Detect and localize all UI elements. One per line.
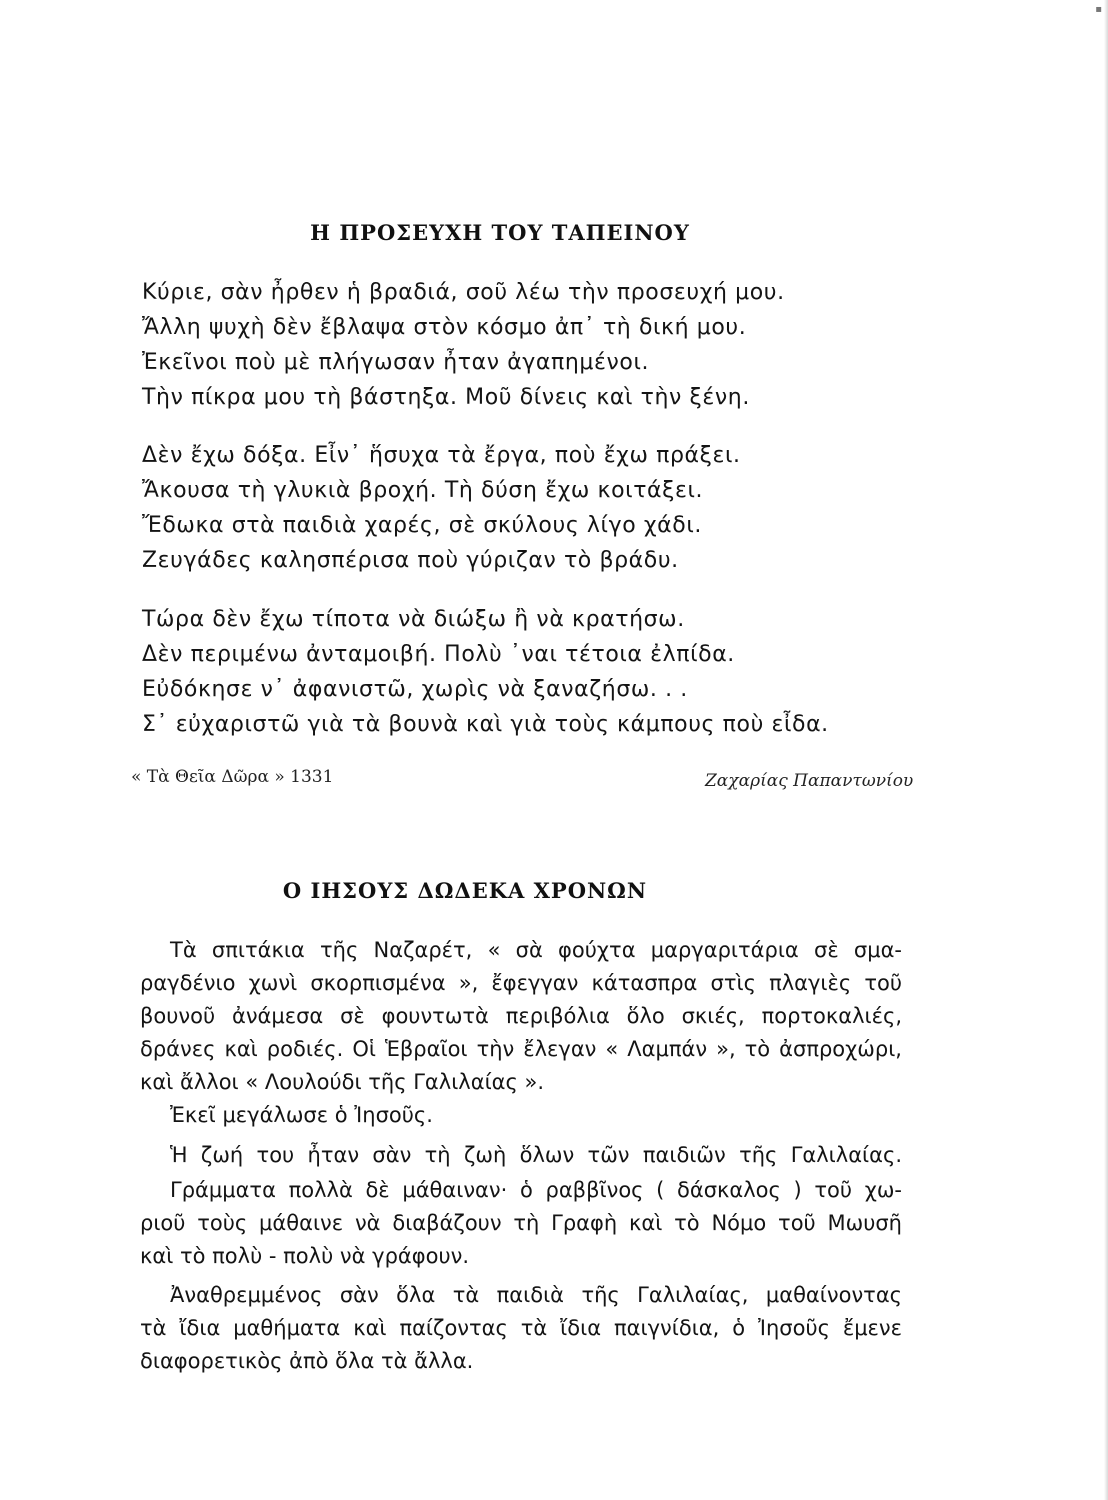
poem-line: Ἄκουσα τὴ γλυκιὰ βροχή. Τὴ δύση ἔχω κοιτάξει.: [142, 478, 704, 503]
story-line: διαφορετικὸς ἀπὸ ὅλα τὰ ἄλλα.: [140, 1349, 474, 1373]
page-edge-shadow: [1104, 0, 1108, 1500]
poem-line: Δὲν ἔχω δόξα. Εἶν᾽ ἥσυχα τὰ ἔργα, ποὺ ἔχω πράξει.: [142, 443, 741, 468]
poem-line: Εὐδόκησε ν᾽ ἀφανιστῶ, χωρὶς νὰ ξαναζήσω. . .: [142, 677, 688, 702]
scan-corner-mark: ▪: [1095, 4, 1102, 15]
story-line: Ἐκεῖ μεγάλωσε ὁ Ἰησοῦς.: [170, 1103, 433, 1127]
poem-line: Δὲν περιμένω ἀνταμοιβή. Πολὺ ᾽ναι τέτοια ἐλπίδα.: [142, 642, 735, 667]
story-line: Γράμματα πολλὰ δὲ μάθαιναν· ὁ ραββῖνος ( δάσκαλος ) τοῦ χω-: [170, 1178, 902, 1202]
poem-line: Τὴν πίκρα μου τὴ βάστηξα. Μοῦ δίνεις καὶ τὴν ξένη.: [142, 385, 750, 410]
poem-line: Ἐκεῖνοι ποὺ μὲ πλήγωσαν ἦταν ἀγαπημένοι.: [142, 350, 650, 375]
story-line: καὶ ἄλλοι « Λουλούδι τῆς Γαλιλαίας ».: [140, 1070, 545, 1094]
story-line: βουνοῦ ἀνάμεσα σὲ φουντωτὰ περιβόλια ὅλο σκιές, πορτοκαλιές,: [140, 1004, 902, 1028]
poem-title: Η ΠΡΟΣΕΥΧΗ ΤΟΥ ΤΑΠΕΙΝΟΥ: [310, 220, 690, 245]
story-line: Ἡ ζωή του ἦταν σὰν τὴ ζωὴ ὅλων τῶν παιδιῶν τῆς Γαλιλαίας.: [170, 1143, 902, 1167]
story-line: ραγδένιο χωνὶ σκορπισμένα », ἔφεγγαν κάτασπρα στὶς πλαγιὲς τοῦ: [140, 971, 902, 995]
story-line: Ἀναθρεμμένος σὰν ὅλα τὰ παιδιὰ τῆς Γαλιλαίας, μαθαίνοντας: [170, 1283, 902, 1307]
poem-line: Κύριε, σὰν ἦρθεν ἡ βραδιά, σοῦ λέω τὴν προσευχή μου.: [142, 280, 785, 305]
story-line: ριοῦ τοὺς μάθαινε νὰ διαβάζουν τὴ Γραφὴ καὶ τὸ Νόμο τοῦ Μωυσῆ: [140, 1211, 902, 1235]
poem-line: Ἄλλη ψυχὴ δὲν ἔβλαψα στὸν κόσμο ἀπ᾽ τὴ δική μου.: [142, 315, 747, 340]
story-line: Τὰ σπιτάκια τῆς Ναζαρέτ, « σὰ φούχτα μαργαριτάρια σὲ σμα-: [170, 938, 902, 962]
story-line: καὶ τὸ πολὺ - πολὺ νὰ γράφουν.: [140, 1244, 470, 1268]
story-line: δράνες καὶ ροδιές. Οἱ Ἑβραῖοι τὴν ἔλεγαν « Λαμπάν », τὸ ἀσπροχώρι,: [140, 1037, 902, 1061]
poem-line: Σ᾽ εὐχαριστῶ γιὰ τὰ βουνὰ καὶ γιὰ τοὺς κάμπους ποὺ εἶδα.: [142, 712, 829, 737]
poem-author: Ζαχαρίας Παπαντωνίου: [705, 771, 914, 791]
poem-line: Ἔδωκα στὰ παιδιὰ χαρές, σὲ σκύλους λίγο χάδι.: [142, 513, 702, 538]
poem-line: Ζευγάδες καλησπέρισα ποὺ γύριζαν τὸ βράδυ.: [142, 548, 679, 573]
poem-source: « Τὰ Θεῖα Δῶρα » 1331: [131, 767, 334, 787]
poem-line: Τώρα δὲν ἔχω τίποτα νὰ διώξω ἢ νὰ κρατήσω.: [142, 607, 685, 632]
story-title: Ο ΙΗΣΟΥΣ ΔΩΔΕΚΑ ΧΡΟΝΩΝ: [282, 878, 648, 903]
story-line: τὰ ἴδια μαθήματα καὶ παίζοντας τὰ ἴδια παιγνίδια, ὁ Ἰησοῦς ἔμενε: [140, 1316, 902, 1340]
